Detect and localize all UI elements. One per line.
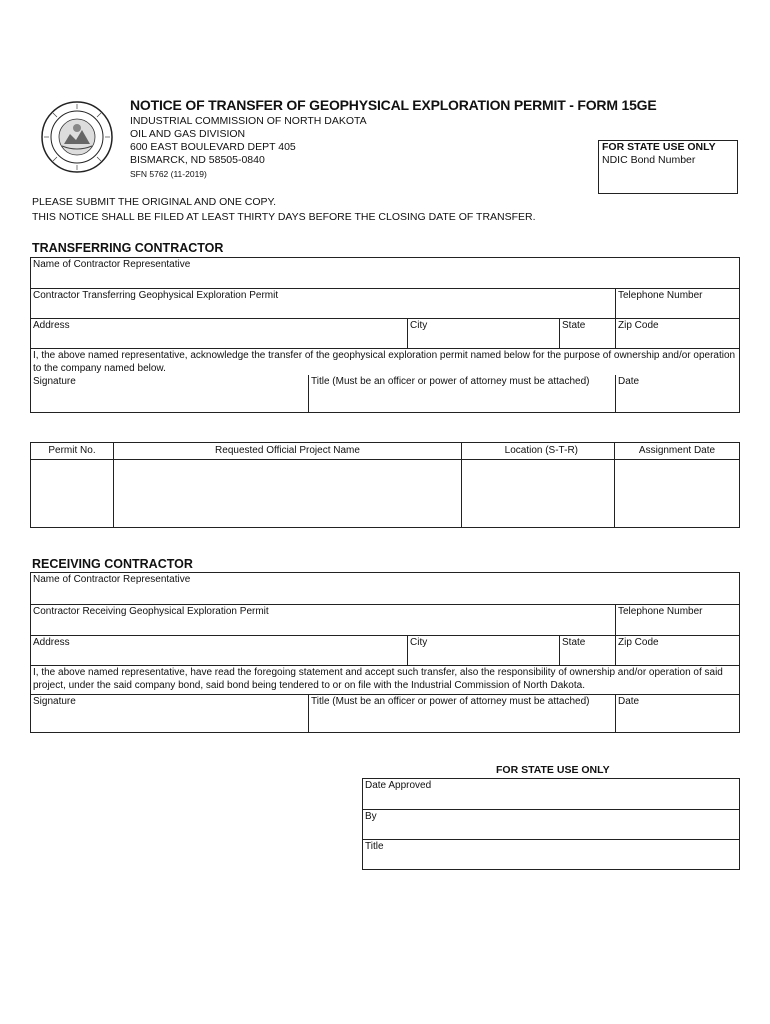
zip-label: Zip Code — [618, 637, 659, 648]
title-label: Title (Must be an officer or power of attorney must be attached) — [311, 696, 590, 707]
contractor-label: Contractor Transferring Geophysical Exploration Permit — [33, 290, 279, 301]
date-label: Date — [618, 696, 640, 707]
agency-line-3: 600 EAST BOULEVARD DEPT 405 — [130, 141, 296, 153]
state-label: State — [562, 637, 586, 648]
receiving-signature-field[interactable] — [31, 694, 308, 732]
receiving-contractor-field[interactable] — [31, 604, 615, 635]
col-permit-no: Permit No. — [48, 445, 96, 456]
zip-label: Zip Code — [618, 320, 659, 331]
form-title: NOTICE OF TRANSFER OF GEOPHYSICAL EXPLORATION PERMIT - FORM 15GE — [130, 97, 657, 113]
signature-label: Signature — [33, 696, 76, 707]
location-input[interactable] — [461, 459, 614, 527]
transferring-city-field[interactable] — [407, 318, 559, 348]
permit-no-input[interactable] — [31, 459, 113, 527]
instruction-1: PLEASE SUBMIT THE ORIGINAL AND ONE COPY. — [32, 196, 277, 208]
address-label: Address — [33, 320, 70, 331]
title-label: Title (Must be an officer or power of attorney must be attached) — [311, 376, 590, 387]
state-label: State — [562, 320, 586, 331]
signature-label: Signature — [33, 376, 76, 387]
date-approved-label: Date Approved — [365, 780, 432, 791]
form-number: SFN 5762 (11-2019) — [130, 169, 207, 179]
city-label: City — [410, 320, 428, 331]
ndic-bond-number-label: NDIC Bond Number — [602, 154, 696, 166]
receiving-date-field[interactable] — [615, 694, 739, 732]
receiving-city-field[interactable] — [407, 635, 559, 665]
transferring-telephone-field[interactable] — [615, 288, 739, 318]
state-use-footer-box — [362, 778, 740, 870]
transferring-title-field[interactable] — [308, 375, 615, 412]
col-project-name: Requested Official Project Name — [113, 443, 461, 459]
rep-name-label: Name of Contractor Representative — [33, 259, 191, 270]
state-seal — [40, 100, 114, 174]
by-label: By — [365, 811, 377, 822]
col-location: Location (S-T-R) — [461, 443, 614, 459]
assignment-date-input[interactable] — [614, 459, 739, 527]
receiving-rep-name-field[interactable] — [31, 573, 739, 604]
transferring-zip-field[interactable] — [615, 318, 739, 348]
state-use-footer-heading: FOR STATE USE ONLY — [496, 764, 610, 776]
receiving-state-field[interactable] — [559, 635, 615, 665]
transferring-section-title: TRANSFERRING CONTRACTOR — [32, 241, 224, 255]
receiving-address-field[interactable] — [31, 635, 407, 665]
rep-name-label: Name of Contractor Representative — [33, 574, 191, 585]
col-assignment-date: Assignment Date — [614, 443, 739, 459]
state-use-heading: FOR STATE USE ONLY — [602, 141, 716, 153]
receiving-title-field[interactable] — [308, 694, 615, 732]
transferring-state-field[interactable] — [559, 318, 615, 348]
receiving-telephone-field[interactable] — [615, 604, 739, 635]
state-seal-icon — [40, 100, 114, 174]
by-field[interactable] — [363, 809, 739, 839]
instruction-2: THIS NOTICE SHALL BE FILED AT LEAST THIRTY DAYS BEFORE THE CLOSING DATE OF TRANSFER. — [32, 211, 536, 223]
transferring-contractor-field[interactable] — [31, 288, 615, 318]
telephone-label: Telephone Number — [618, 290, 703, 301]
agency-line-1: INDUSTRIAL COMMISSION OF NORTH DAKOTA — [130, 115, 367, 127]
state-use-box[interactable] — [598, 140, 738, 194]
city-label: City — [410, 637, 428, 648]
acknowledgement-text: I, the above named representative, have read the foregoing statement and accept such transfer, also the responsibility of ownership and/or operation of said project, under the said company bond, said bond being tendered to or on file with the Industrial Commission of North Dakota. — [33, 667, 723, 691]
transferring-date-field[interactable] — [615, 375, 739, 412]
date-approved-field[interactable] — [363, 779, 739, 809]
receiving-contractor-box — [30, 572, 740, 733]
receiving-section-title: RECEIVING CONTRACTOR — [32, 557, 193, 571]
telephone-label: Telephone Number — [618, 606, 703, 617]
receiving-acknowledgement — [31, 665, 739, 694]
receiving-zip-field[interactable] — [615, 635, 739, 665]
transferring-signature-field[interactable] — [31, 375, 308, 412]
date-label: Date — [618, 376, 640, 387]
transferring-rep-name-field[interactable] — [31, 258, 739, 288]
project-name-input[interactable] — [113, 459, 461, 527]
permit-table — [30, 442, 740, 528]
agency-line-4: BISMARCK, ND 58505-0840 — [130, 154, 265, 166]
contractor-label: Contractor Receiving Geophysical Exploration Permit — [33, 606, 269, 617]
footer-title-field[interactable] — [363, 839, 739, 869]
address-label: Address — [33, 637, 70, 648]
transferring-address-field[interactable] — [31, 318, 407, 348]
transferring-contractor-box — [30, 257, 740, 413]
agency-line-2: OIL AND GAS DIVISION — [130, 128, 246, 140]
footer-title-label: Title — [365, 841, 384, 852]
acknowledgement-text: I, the above named representative, acknowledge the transfer of the geophysical exploration permit named below for the purpose of ownership and/or operation to the company named below. — [33, 350, 736, 374]
